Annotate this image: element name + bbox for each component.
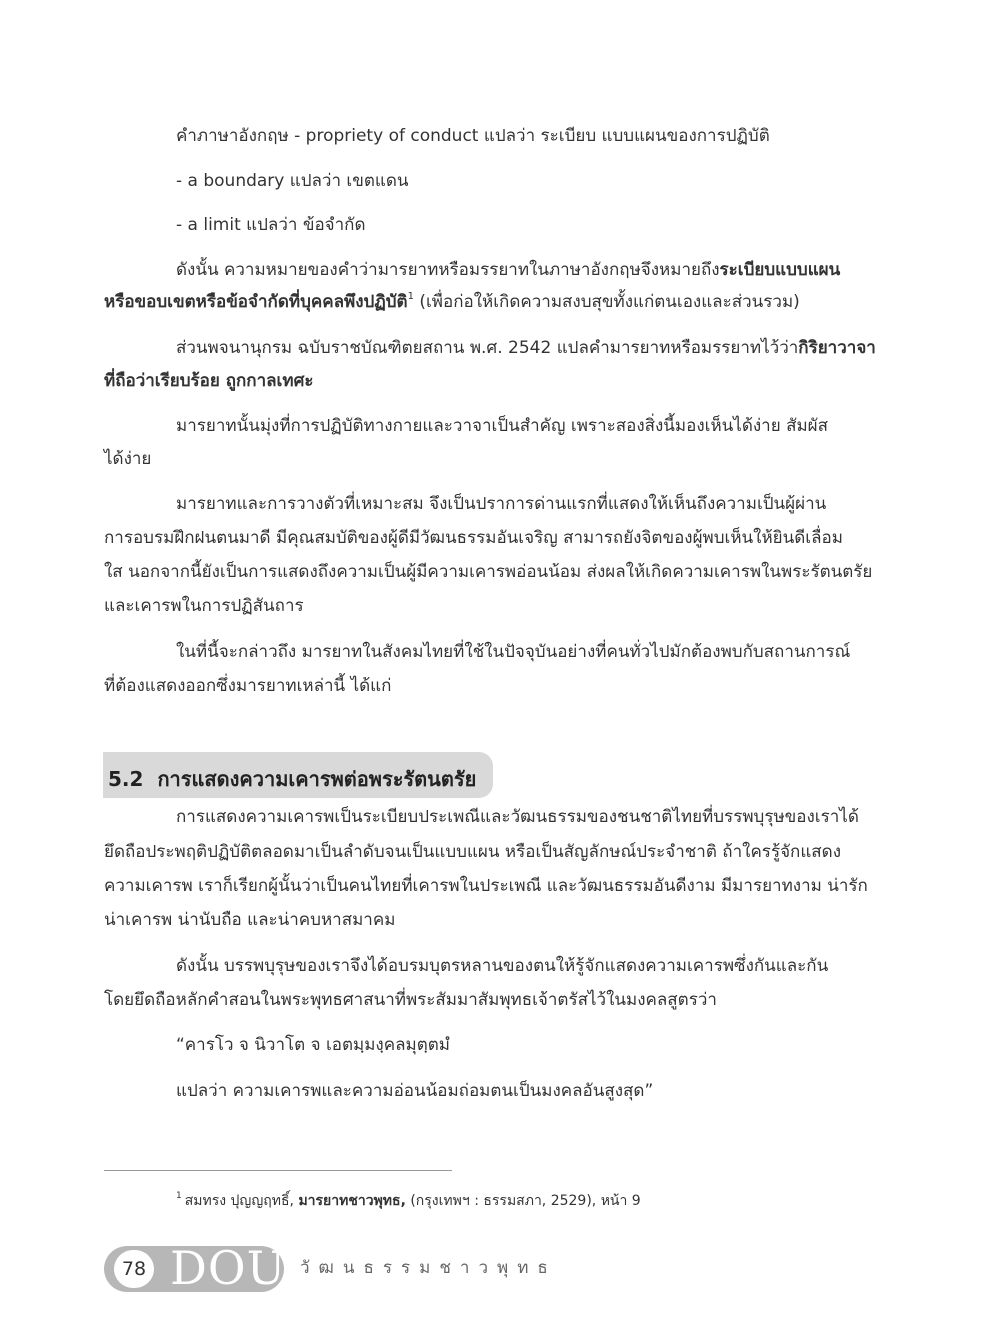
paragraph-line: - a boundary แปลว่า เขตแดน: [176, 171, 409, 191]
paragraph-line: [176, 336, 876, 360]
paragraph-line: การแสดงความเคารพเป็นระเบียบประเพณีและวัฒนธรรมของชนชาติไทยที่บรรพบุรุษของเราได้: [176, 807, 859, 827]
bold-text: กิริยาวาจา: [798, 338, 876, 358]
paragraph-line: ยึดถือประพฤติปฏิบัติตลอดมาเป็นลำดับจนเป็นแบบแผน หรือเป็นสัญลักษณ์ประจำชาติ ถ้าใครรู้จักแสดง: [104, 842, 842, 862]
section-title: การแสดงความเคารพต่อพระรัตนตรัย: [157, 767, 477, 791]
footnote-marker[interactable]: 1: [407, 291, 414, 302]
paragraph-line: มารยาทและการวางตัวที่เหมาะสม จึงเป็นปราการด่านแรกที่แสดงให้เห็นถึงความเป็นผู้ผ่าน: [176, 494, 827, 514]
footnote-publication: (กรุงเทพฯ : ธรรมสภา, 2529), หน้า 9: [405, 1193, 641, 1209]
paragraph-line: - a limit แปลว่า ข้อจำกัด: [176, 215, 366, 235]
text-run: (เพื่อก่อให้เกิดความสงบสุขทั้งแก่ตนเองและส่วนรวม): [413, 292, 800, 312]
footnote-author: สมทรง ปุญญฤทธิ์,: [184, 1193, 299, 1209]
paragraph-line: [104, 290, 800, 317]
paragraph-line: ที่ต้องแสดงออกซึ่งมารยาทเหล่านี้ ได้แก่: [104, 676, 392, 696]
bold-text: หรือขอบเขตหรือข้อจำกัดที่บุคคลพึงปฏิบัติ: [104, 292, 408, 312]
footnote-divider: [104, 1170, 452, 1171]
paragraph-line: น่าเคารพ น่านับถือ และน่าคบหาสมาคม: [104, 910, 396, 930]
footnote-title: มารยาทชาวพุทธ,: [298, 1193, 406, 1209]
paragraph-line: และเคารพในการปฏิสันถาร: [104, 596, 304, 616]
paragraph-line: [104, 369, 314, 393]
book-title: วัฒนธรรมชาวพุทธ: [300, 1258, 557, 1278]
bold-text: ที่ถือว่าเรียบร้อย ถูกกาลเทศะ: [104, 371, 314, 391]
quote-line: “คารโว จ นิวาโต จ เอตมฺมงฺคลมุตฺตมํ: [176, 1035, 451, 1055]
bold-text: ระเบียบแบบแผน: [719, 260, 841, 280]
paragraph-line: [176, 258, 840, 282]
paragraph-line: โดยยึดถือหลักคำสอนในพระพุทธศาสนาที่พระสัมมาสัมพุทธเจ้าตรัสไว้ในมงคลสูตรว่า: [104, 990, 717, 1010]
paragraph-line: มารยาทนั้นมุ่งที่การปฏิบัติทางกายและวาจาเป็นสำคัญ เพราะสองสิ่งนี้มองเห็นได้ง่าย สัมผัส: [176, 416, 829, 436]
text-run: ส่วนพจนานุกรม ฉบับราชบัณฑิตยสถาน พ.ศ. 2542 แปลคำมารยาทหรือมรรยาทไว้ว่า: [176, 338, 799, 358]
section-heading: [108, 763, 490, 795]
paragraph-line: ได้ง่าย: [104, 449, 152, 469]
paragraph-line: ดังนั้น บรรพบุรุษของเราจึงได้อบรมบุตรหลานของตนให้รู้จักแสดงความเคารพซึ่งกันและกัน: [176, 956, 829, 976]
paragraph-line: ในที่นี้จะกล่าวถึง มารยาทในสังคมไทยที่ใช้ในปัจจุบันอย่างที่คนทั่วไปมักต้องพบกับสถานการณ์: [176, 642, 851, 662]
text-run: ดังนั้น ความหมายของคำว่ามารยาทหรือมรรยาทในภาษาอังกฤษจึงหมายถึง: [176, 260, 720, 280]
paragraph-line: ความเคารพ เราก็เรียกผู้นั้นว่าเป็นคนไทยที่เคารพในประเพณี และวัฒนธรรมอันดีงาม มีมารยาทงาม น่ารัก: [104, 876, 868, 896]
quote-line: แปลว่า ความเคารพและความอ่อนน้อมถ่อมตนเป็นมงคลอันสูงสุด”: [176, 1081, 654, 1101]
dou-logo: DOU: [170, 1241, 287, 1295]
footnote-number: 1: [176, 1191, 182, 1201]
section-number: 5.2: [108, 767, 144, 791]
page-number: 78: [114, 1250, 154, 1288]
paragraph-line: ใส นอกจากนี้ยังเป็นการแสดงถึงความเป็นผู้มีความเคารพอ่อนน้อม ส่งผลให้เกิดความเคารพในพระรัตนตรัย: [104, 562, 873, 582]
paragraph-line: การอบรมฝึกฝนตนมาดี มีคุณสมบัติของผู้ดีมีวัฒนธรรมอันเจริญ สามารถยังจิตของผู้พบเห็นให้ยินดีเลื่อม: [104, 528, 843, 548]
footnote: [176, 1190, 641, 1212]
paragraph-line: คำภาษาอังกฤษ - propriety of conduct แปลว่า ระเบียบ แบบแผนของการปฏิบัติ: [176, 126, 770, 146]
